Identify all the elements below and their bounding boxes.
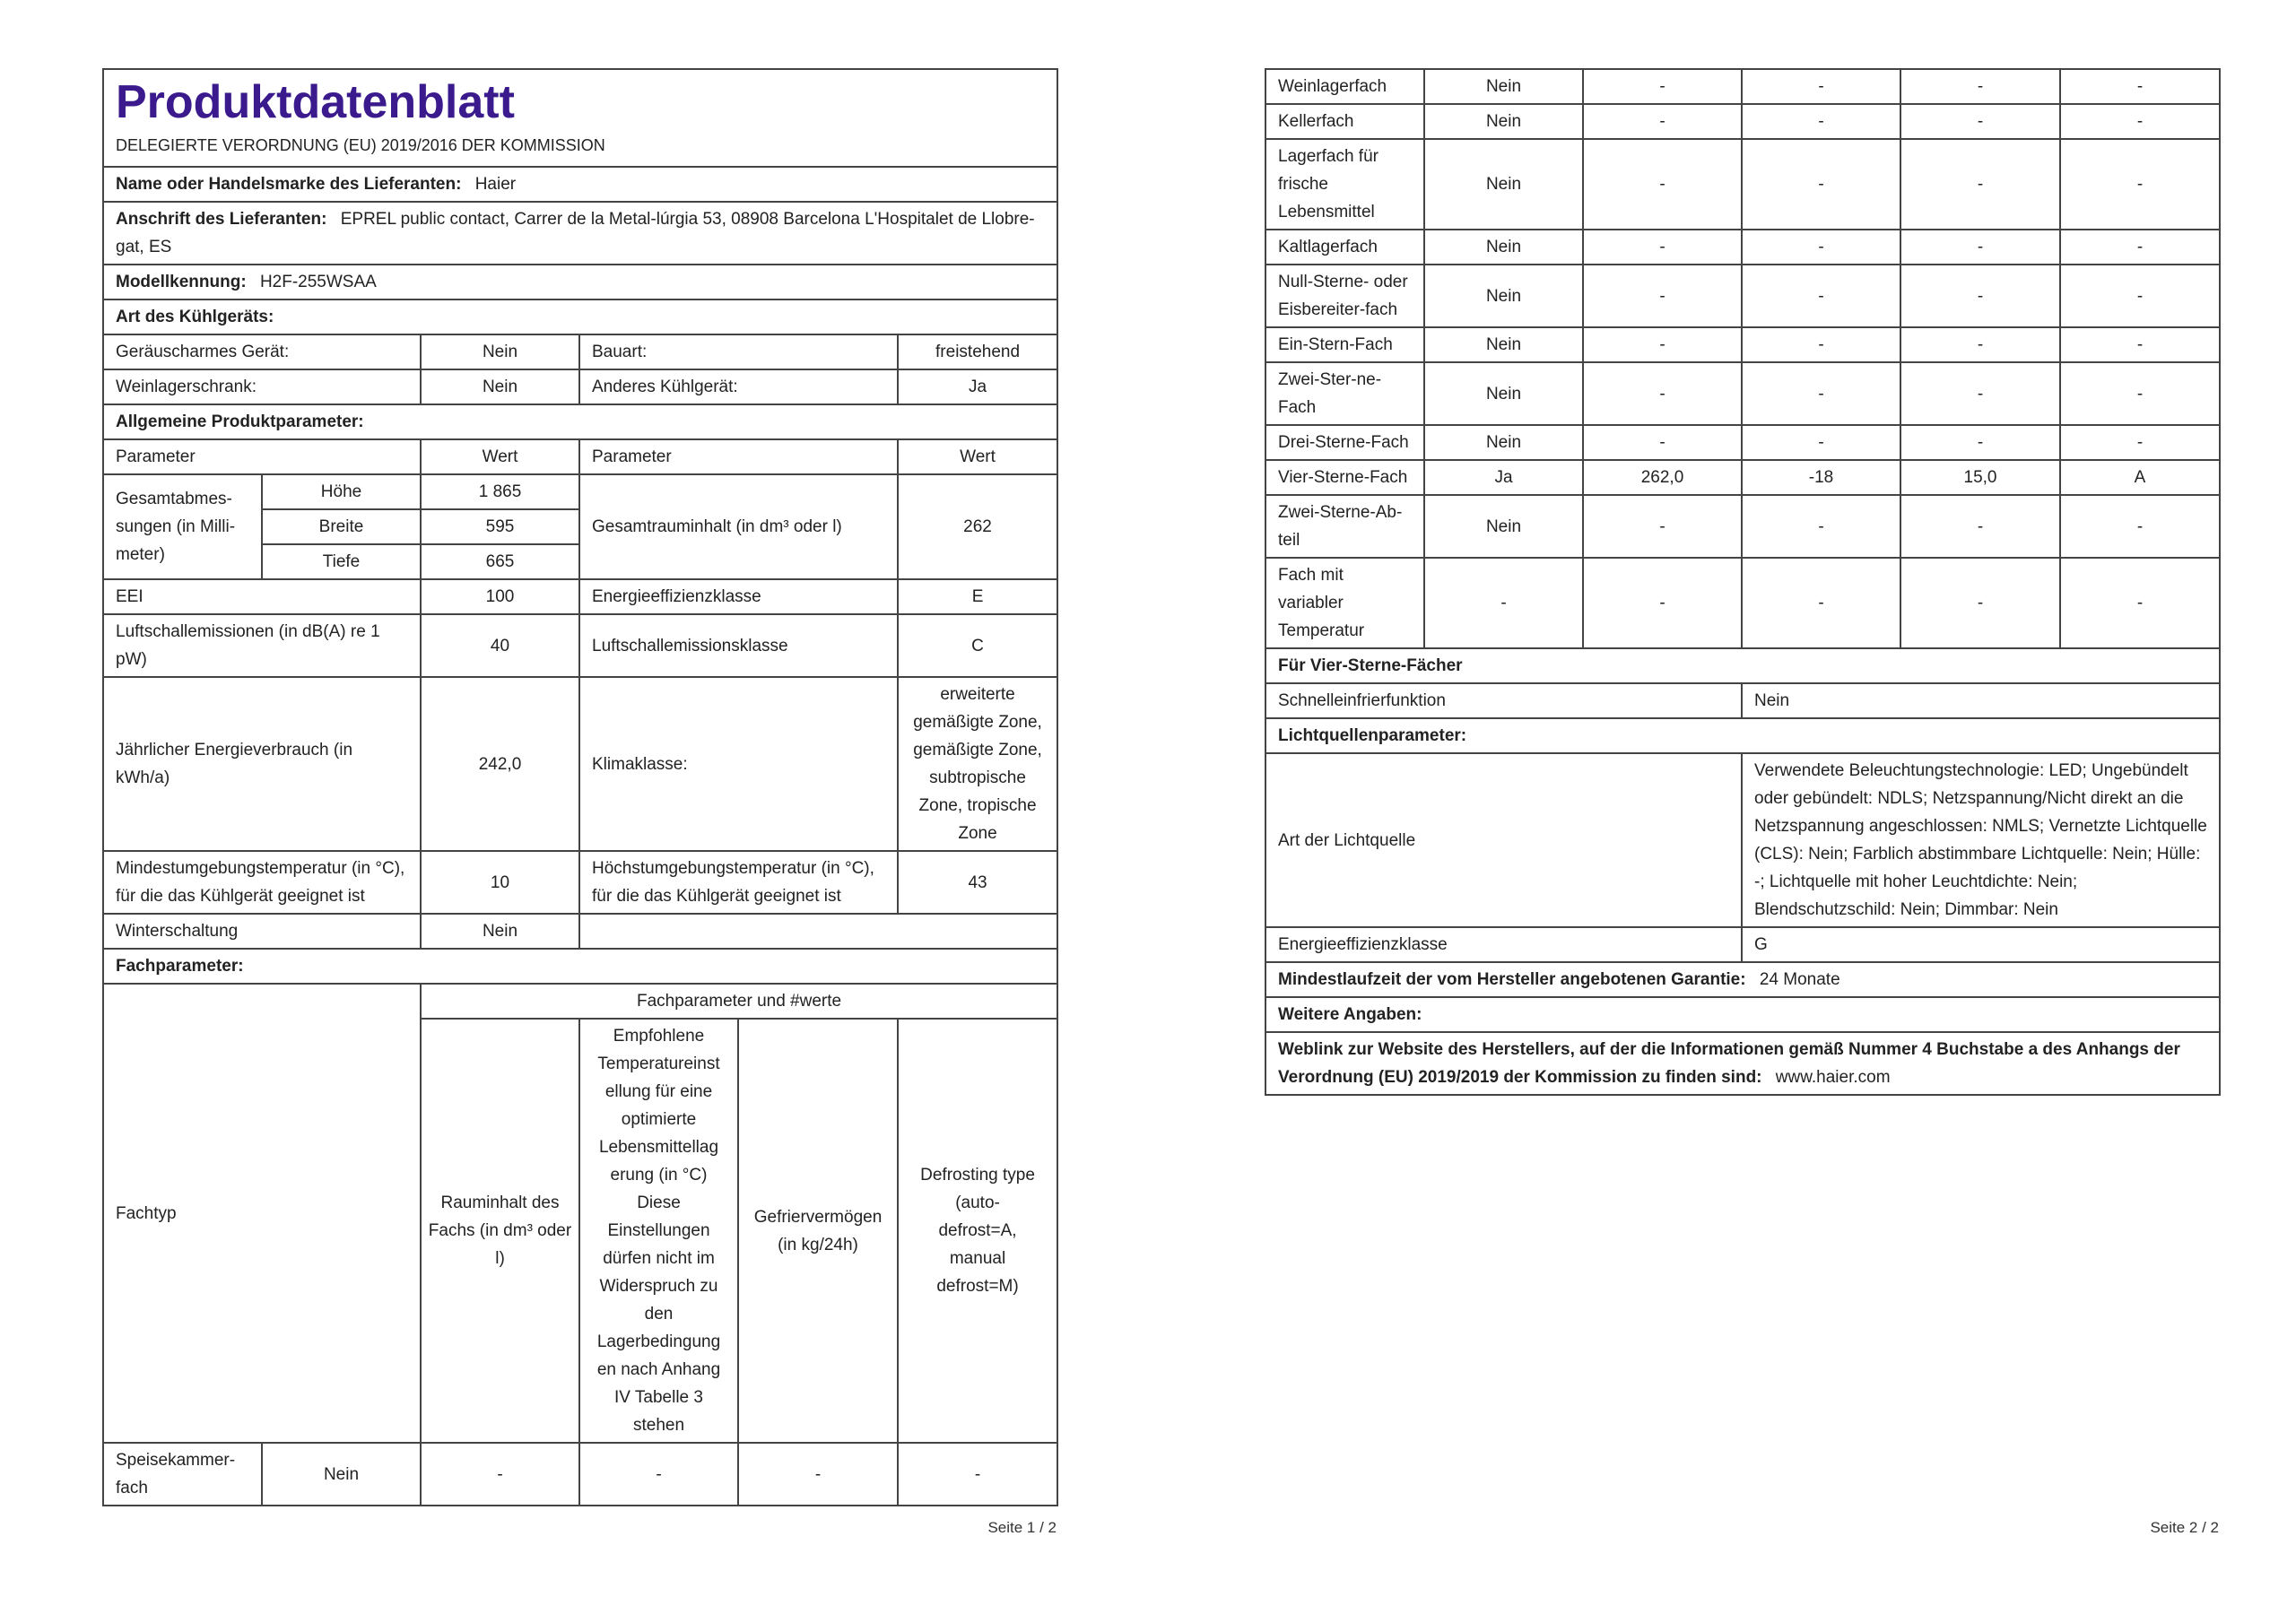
compartment-name: Null-Sterne- oder Eisbereiter-fach: [1265, 265, 1424, 327]
compartment-freeze: -: [1900, 139, 2060, 230]
light-type-value: Verwendete Beleuchtungstechnologie: LED; Ungebündelt oder gebündelt: NDLS; Netzspannung/Nicht direkt an die Netzspannung angeschlossen: NMLS; Vernetzte Lichtquelle (CLS): Nein; Farblich abstimmbare Lichtquelle: Nein; Hülle: -; Lichtquelle mit hoher Leuchtdichte: Nein; Blendschutzschild: Nein; Dimmbar: Nein: [1742, 753, 2220, 927]
compartment-temp: -: [579, 1443, 738, 1506]
compartment-present: Nein: [1424, 139, 1583, 230]
table-row: [1265, 139, 2220, 230]
value-header-1: Wert: [421, 439, 579, 474]
table-row: [1265, 362, 2220, 425]
compartment-present: Nein: [1424, 104, 1583, 139]
compartment-freeze: -: [1900, 104, 2060, 139]
compartment-temp: -: [1742, 69, 1900, 104]
value-header-2: Wert: [898, 439, 1057, 474]
compartments-heading: Fachparameter:: [103, 949, 1057, 984]
compartment-freeze: -: [1900, 362, 2060, 425]
compartment-freeze: -: [1900, 69, 2060, 104]
noise-class-label: Luftschallemissionsklasse: [579, 614, 898, 677]
compartment-name: Weinlagerfach: [1265, 69, 1424, 104]
col-volume-header: Rauminhalt des Fachs (in dm³ oder l): [421, 1019, 579, 1443]
compartment-name: Fach mit variabler Temperatur: [1265, 558, 1424, 648]
noise-value: 40: [421, 614, 579, 677]
depth-label: Tiefe: [262, 544, 421, 579]
param-header-1: Parameter: [103, 439, 421, 474]
weblink-label: Weblink zur Website des Herstellers, auf der die Informationen gemäß Nummer 4 Buchstabe a des Anhangs der Verordnung (EU) 2019/2019 der Kommission zu finden sind:: [1278, 1040, 2180, 1087]
compartment-name: Zwei-Sterne-Ab-teil: [1265, 495, 1424, 558]
compartment-present: -: [1424, 558, 1583, 648]
general-heading: Allgemeine Produktparameter:: [103, 404, 1057, 439]
title-cell: [103, 69, 1057, 167]
compartment-freeze: 15,0: [1900, 460, 2060, 495]
page-2: [1265, 68, 2219, 1536]
table-row: [1265, 425, 2220, 460]
quick-freeze-value: Nein: [1742, 683, 2220, 718]
compartment-volume: -: [1583, 69, 1742, 104]
page-number: Seite 2 / 2: [2150, 1519, 2219, 1536]
quick-freeze-label: Schnelleinfrierfunktion: [1265, 683, 1742, 718]
supplier-address-row: [103, 202, 1057, 265]
design-value: freistehend: [898, 334, 1057, 369]
climate-label: Klimaklasse:: [579, 677, 898, 851]
energy-value: 242,0: [421, 677, 579, 851]
weblink-value[interactable]: www.haier.com: [1775, 1068, 1891, 1087]
compartment-volume: -: [1583, 230, 1742, 265]
col-temp-header: Empfohlene Temperatureinstellung für eine optimierte Lebensmittellagerung (in °C) Diese Einstellungen dürfen nicht im Widerspruch zu den Lagerbedingungen nach Anhang IV Tabelle 3 stehen: [579, 1019, 738, 1443]
compartment-present: Nein: [1424, 362, 1583, 425]
compartment-volume: -: [1583, 265, 1742, 327]
compartment-freeze: -: [1900, 327, 2060, 362]
compartment-temp: -: [1742, 230, 1900, 265]
compartment-volume: -: [1583, 327, 1742, 362]
min-temp-label: Mindestumgebungstemperatur (in °C), für die das Kühlgerät geeignet ist: [103, 851, 421, 914]
eei-value: 100: [421, 579, 579, 614]
compartment-freeze: -: [1900, 230, 2060, 265]
weblink-row: [1265, 1032, 2220, 1095]
winter-label: Winterschaltung: [103, 914, 421, 949]
compartment-volume: -: [1583, 139, 1742, 230]
model-value: H2F-255WSAA: [259, 273, 377, 291]
compartment-volume: -: [1583, 558, 1742, 648]
other-label: Anderes Kühlgerät:: [579, 369, 898, 404]
compartment-present: Nein: [1424, 265, 1583, 327]
compartment-present: Nein: [1424, 230, 1583, 265]
compartment-defrost: -: [2060, 139, 2220, 230]
light-type-label: Art der Lichtquelle: [1265, 753, 1742, 927]
dims-label: Gesamtabmes-sungen (in Milli-meter): [103, 474, 262, 579]
climate-value: erweiterte gemäßigte Zone, gemäßigte Zone, subtropische Zone, tropische Zone: [898, 677, 1057, 851]
compartment-temp: -: [1742, 558, 1900, 648]
width-label: Breite: [262, 509, 421, 544]
energy-label: Jährlicher Energieverbrauch (in kWh/a): [103, 677, 421, 851]
compartment-name: Ein-Stern-Fach: [1265, 327, 1424, 362]
compartment-defrost: -: [2060, 69, 2220, 104]
compartment-freeze: -: [738, 1443, 898, 1506]
compartment-name: Vier-Sterne-Fach: [1265, 460, 1424, 495]
compartment-defrost: -: [2060, 104, 2220, 139]
regulation-subtitle: DELEGIERTE VERORDNUNG (EU) 2019/2016 DER KOMMISSION: [116, 136, 605, 154]
width-value: 595: [421, 509, 579, 544]
compartment-present: Nein: [1424, 69, 1583, 104]
model-row: [103, 265, 1057, 299]
supplier-address-label: Anschrift des Lieferanten:: [116, 210, 327, 229]
compartment-volume: -: [1583, 362, 1742, 425]
volume-label: Gesamtrauminhalt (in dm³ oder l): [579, 474, 898, 579]
compartment-name: Kaltlagerfach: [1265, 230, 1424, 265]
compartment-temp: -: [1742, 495, 1900, 558]
page-1: [102, 68, 1057, 1536]
compartment-temp: -: [1742, 104, 1900, 139]
noise-class-value: C: [898, 614, 1057, 677]
table-row: [1265, 230, 2220, 265]
compartment-present: Ja: [1424, 460, 1583, 495]
compartment-values-header: Fachparameter und #werte: [421, 984, 1057, 1019]
compartment-freeze: -: [1900, 495, 2060, 558]
compartment-present: Nein: [1424, 425, 1583, 460]
compartment-type-header: Fachtyp: [103, 984, 421, 1443]
light-eclass-value: G: [1742, 927, 2220, 962]
compartment-freeze: -: [1900, 265, 2060, 327]
quiet-label: Geräuscharmes Gerät:: [103, 334, 421, 369]
compartment-present: Nein: [1424, 495, 1583, 558]
eei-label: EEI: [103, 579, 421, 614]
compartment-defrost: -: [2060, 362, 2220, 425]
compartment-volume: -: [1583, 104, 1742, 139]
compartment-defrost: -: [898, 1443, 1057, 1506]
table-row: [1265, 265, 2220, 327]
compartment-temp: -18: [1742, 460, 1900, 495]
compartment-volume: -: [1583, 495, 1742, 558]
compartment-name: Lagerfach für frische Lebensmittel: [1265, 139, 1424, 230]
compartment-defrost: -: [2060, 265, 2220, 327]
compartment-name: Drei-Sterne-Fach: [1265, 425, 1424, 460]
table-row: [1265, 558, 2220, 648]
compartment-present: Nein: [1424, 327, 1583, 362]
col-defrost-header: Defrosting type (auto-defrost=A, manual defrost=M): [898, 1019, 1057, 1443]
table-row: [1265, 69, 2220, 104]
compartment-defrost: -: [2060, 230, 2220, 265]
compartment-name: Zwei-Ster-ne-Fach: [1265, 362, 1424, 425]
compartment-defrost: A: [2060, 460, 2220, 495]
other-value: Ja: [898, 369, 1057, 404]
wine-label: Weinlagerschrank:: [103, 369, 421, 404]
compartment-name: Speisekammer-fach: [103, 1443, 262, 1506]
supplier-name-label: Name oder Handelsmarke des Lieferanten:: [116, 175, 462, 194]
eclass-label: Energieeffizienzklasse: [579, 579, 898, 614]
model-label: Modellkennung:: [116, 273, 247, 291]
compartment-temp: -: [1742, 362, 1900, 425]
max-temp-value: 43: [898, 851, 1057, 914]
table-row: [1265, 495, 2220, 558]
light-heading: Lichtquellenparameter:: [1265, 718, 2220, 753]
compartment-defrost: -: [2060, 495, 2220, 558]
compartment-volume: 262,0: [1583, 460, 1742, 495]
compartment-defrost: -: [2060, 558, 2220, 648]
min-temp-value: 10: [421, 851, 579, 914]
compartment-rows: [1265, 69, 2220, 648]
supplier-address-value: EPREL public contact, Carrer de la Metal-lúrgia 53, 08908 Barcelona L'Hospitalet de Llobre-gat, ES: [116, 210, 1035, 256]
noise-label: Luftschallemissionen (in dB(A) re 1 pW): [103, 614, 421, 677]
light-eclass-label: Energieeffizienzklasse: [1265, 927, 1742, 962]
compartment-freeze: -: [1900, 558, 2060, 648]
empty-cell: [579, 914, 1057, 949]
supplier-name-row: [103, 167, 1057, 202]
compartment-temp: -: [1742, 265, 1900, 327]
further-heading: Weitere Angaben:: [1265, 997, 2220, 1032]
compartment-freeze: -: [1900, 425, 2060, 460]
table-row: [1265, 327, 2220, 362]
compartment-defrost: -: [2060, 327, 2220, 362]
table-row: [103, 1443, 1057, 1506]
four-star-heading: Für Vier-Sterne-Fächer: [1265, 648, 2220, 683]
device-type-heading: Art des Kühlgeräts:: [103, 299, 1057, 334]
depth-value: 665: [421, 544, 579, 579]
wine-value: Nein: [421, 369, 579, 404]
max-temp-label: Höchstumgebungstemperatur (in °C), für die das Kühlgerät geeignet ist: [579, 851, 898, 914]
compartment-defrost: -: [2060, 425, 2220, 460]
compartment-volume: -: [1583, 425, 1742, 460]
table-row: [1265, 460, 2220, 495]
warranty-value: 24 Monate: [1759, 970, 1840, 989]
warranty-label: Mindestlaufzeit der vom Hersteller angebotenen Garantie:: [1278, 970, 1746, 989]
compartment-table-continued: [1265, 68, 2221, 1096]
param-header-2: Parameter: [579, 439, 898, 474]
winter-value: Nein: [421, 914, 579, 949]
compartment-temp: -: [1742, 327, 1900, 362]
compartment-temp: -: [1742, 425, 1900, 460]
compartment-name: Kellerfach: [1265, 104, 1424, 139]
eclass-value: E: [898, 579, 1057, 614]
height-label: Höhe: [262, 474, 421, 509]
height-value: 1 865: [421, 474, 579, 509]
table-row: [1265, 104, 2220, 139]
quiet-value: Nein: [421, 334, 579, 369]
page-title: Produktdatenblatt: [116, 76, 515, 128]
compartment-temp: -: [1742, 139, 1900, 230]
compartment-present: Nein: [262, 1443, 421, 1506]
col-freeze-header: Gefriervermögen (in kg/24h): [738, 1019, 898, 1443]
product-sheet-table: [102, 68, 1058, 1506]
supplier-name-value: Haier: [474, 175, 517, 194]
warranty-row: [1265, 962, 2220, 997]
page-number: Seite 1 / 2: [987, 1519, 1057, 1536]
compartment-volume: -: [421, 1443, 579, 1506]
design-label: Bauart:: [579, 334, 898, 369]
volume-value: 262: [898, 474, 1057, 579]
